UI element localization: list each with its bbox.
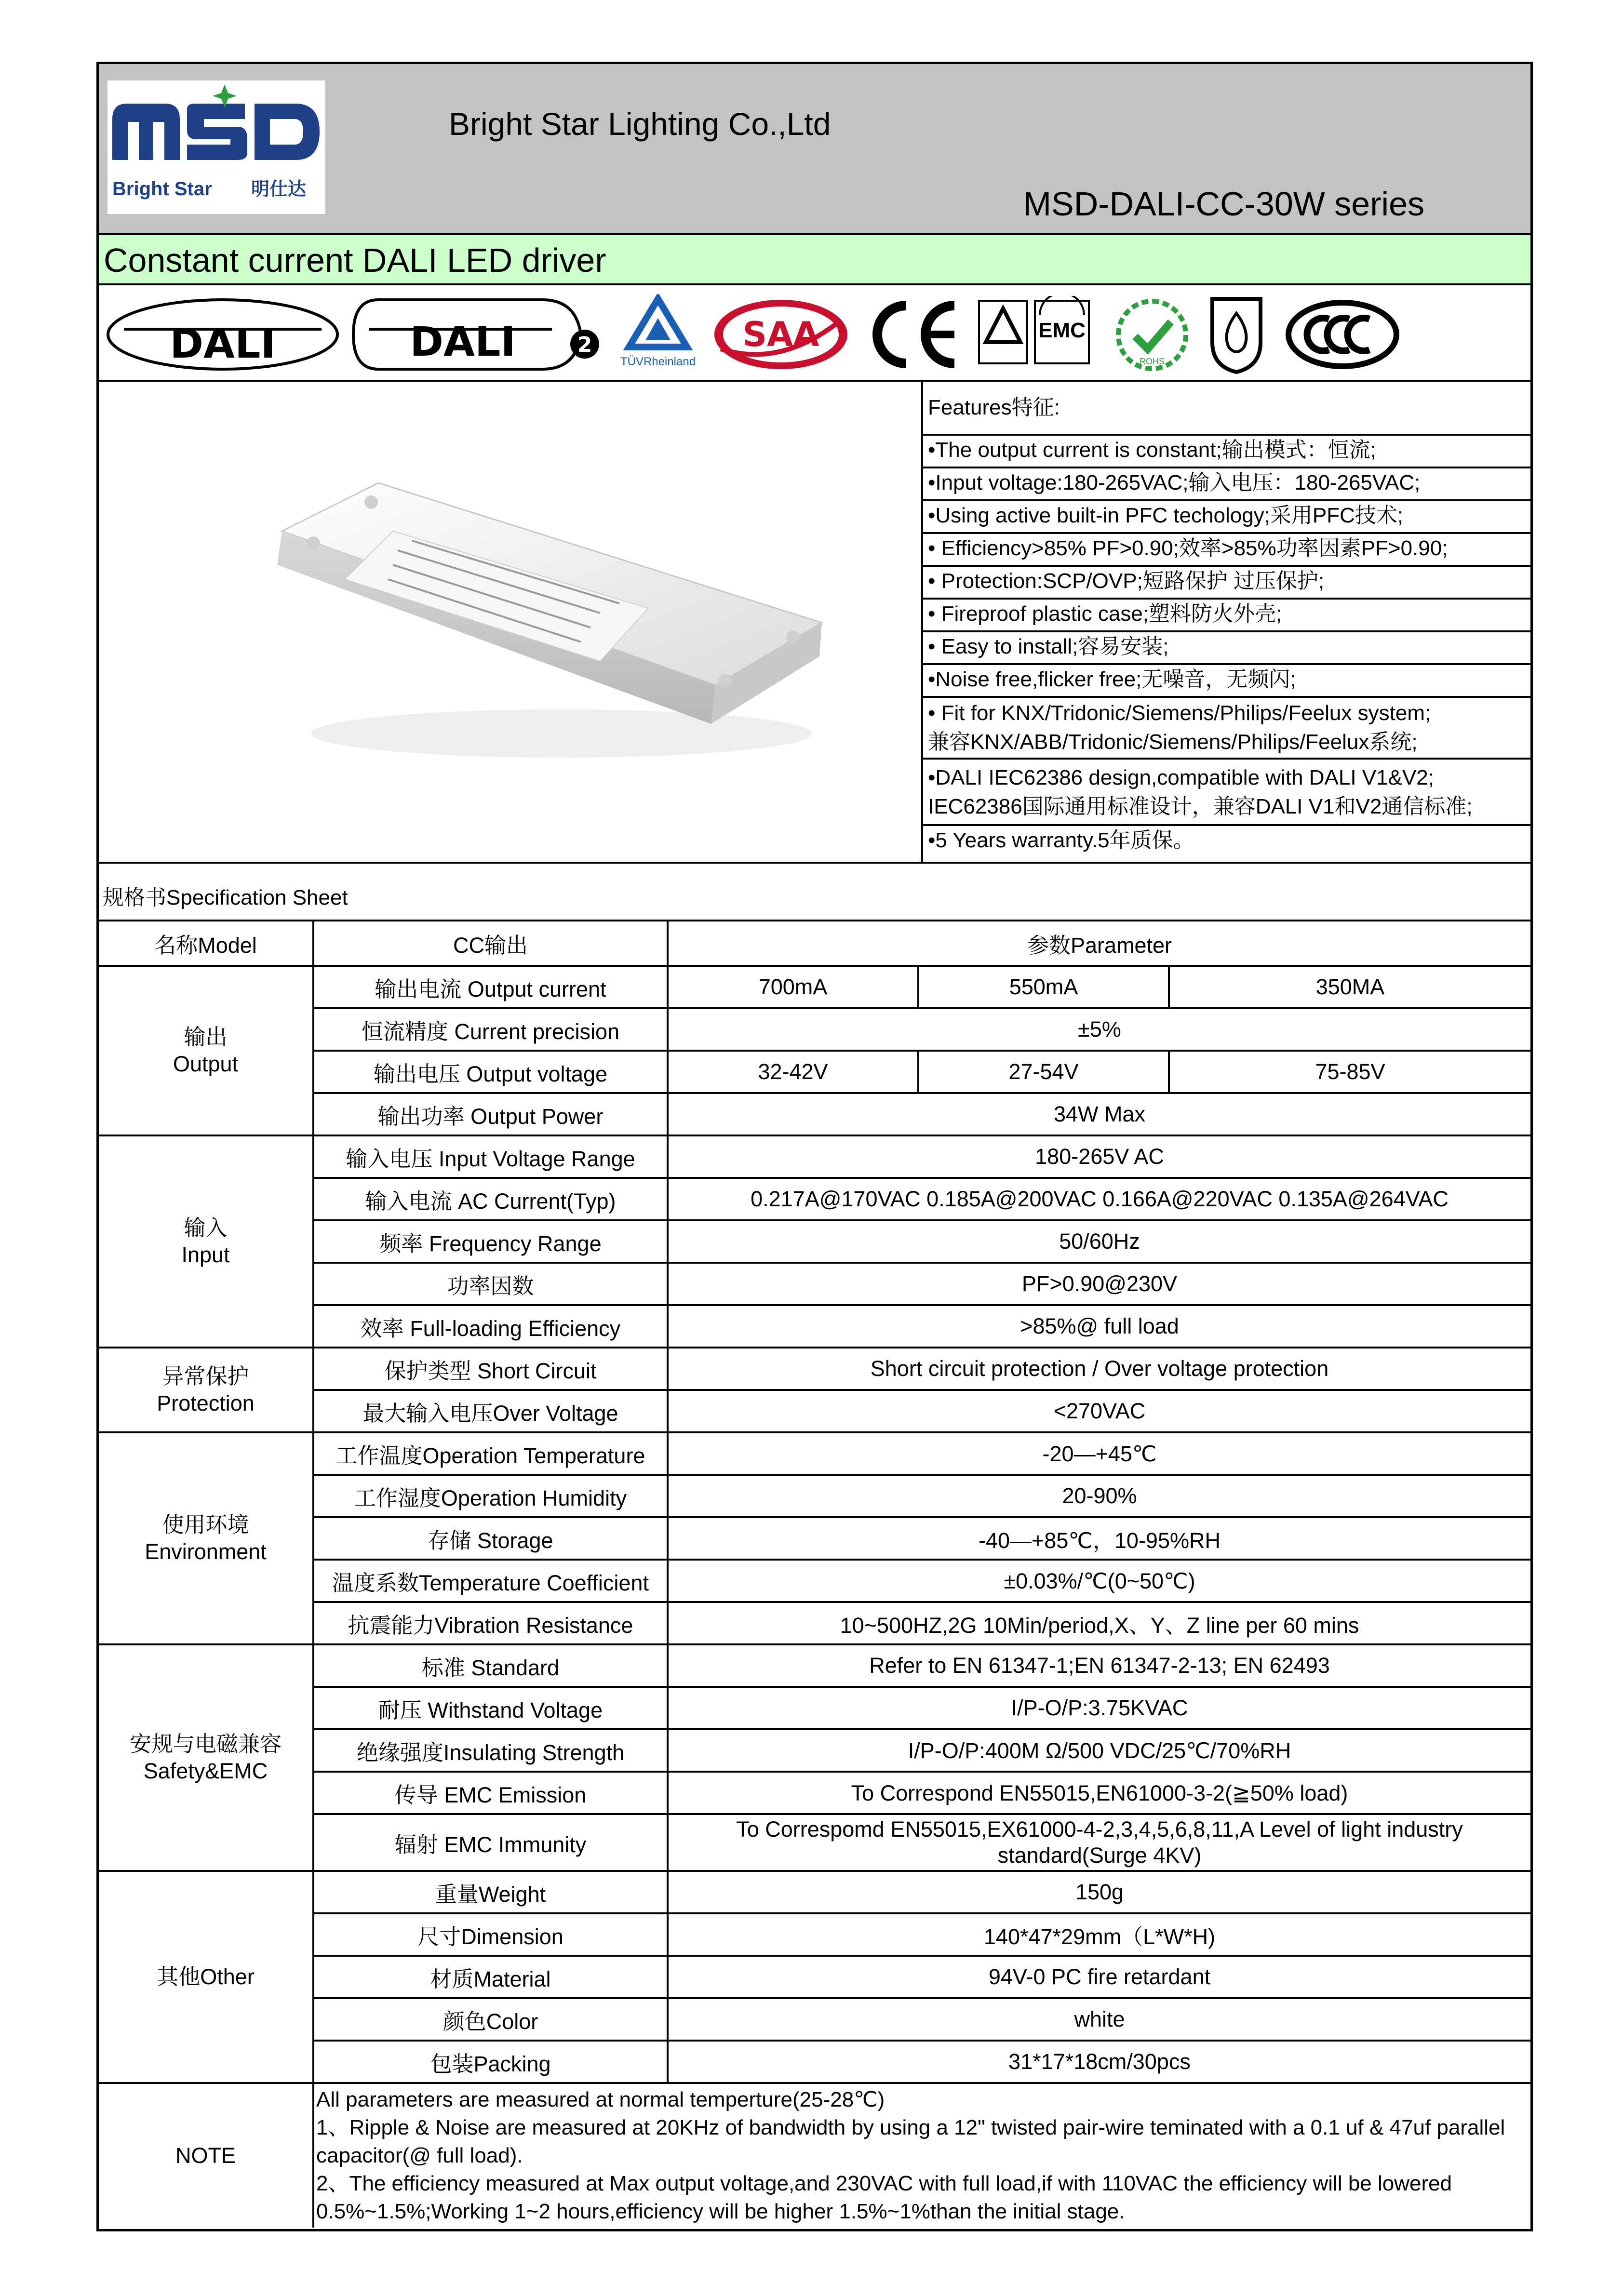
feature-item: •Input voltage:180-265VAC;输入电压：180-265VAC; [923,468,1533,501]
value-cell: 34W Max [668,1093,1530,1135]
table-row [99,1772,1530,1814]
spec-title: 规格书Specification Sheet [103,886,348,909]
group-output [99,966,313,1135]
value-cell: 20-90% [668,1475,1530,1517]
table-row [99,1093,1530,1135]
row-label: 颜色Color [313,1998,668,2041]
table-row [99,1135,1530,1178]
logo-brand: Bright Star [112,178,212,200]
feature-line: 兼容KNX/ABB/Tridonic/Siemens/Philips/Feelux系统; [928,730,1418,754]
value-cell: 94V-0 PC fire retardant [668,1956,1530,1998]
dali-logo-icon [105,296,341,373]
features-list [921,382,1533,862]
group-other: 其他Other [99,1871,313,2083]
table-row [99,966,1530,1008]
table-row [99,1178,1530,1220]
table-row [99,1051,1530,1093]
rohs-logo-icon [1111,294,1193,376]
note-line: All parameters are measured at normal temperture(25-28℃) [316,2088,885,2111]
value-cell: 350MA [1169,966,1530,1008]
table-row [99,1687,1530,1729]
table-row [99,1644,1530,1687]
company-logo [107,80,325,214]
row-label: 保护类型 Short Circuit [313,1348,668,1390]
table-row [99,1263,1530,1305]
row-label: 重量Weight [313,1871,668,1913]
table-row [99,1602,1530,1644]
msd-logo-icon [107,80,325,214]
value-cell: ±0.03%/℃(0~50℃) [668,1560,1530,1602]
row-label: 输入电流 AC Current(Typ) [313,1178,668,1220]
feature-item: • Efficiency>85% PF>0.90;效率>85%功率因素PF>0.90; [923,534,1533,567]
series-name: MSD-DALI-CC-30W series [1023,185,1424,223]
row-label: 输出电流 Output current [313,966,668,1008]
note-label: NOTE [99,2083,313,2228]
feature-line: • Fit for KNX/Tridonic/Siemens/Philips/Feelux system; [928,701,1431,725]
table-row [99,1871,1530,1913]
value-cell: Short circuit protection / Over voltage protection [668,1348,1530,1390]
certification-row [99,285,1530,382]
value-cell: PF>0.90@230V [668,1263,1530,1305]
row-label: 工作温度Operation Temperature [313,1432,668,1475]
group-label-cn: 输出 [184,1025,228,1049]
value-cell: 10~500HZ,2G 10Min/period,X、Y、Z line per 60 mins [668,1602,1530,1644]
row-label: 传导 EMC Emission [313,1772,668,1814]
feature-item: •Using active built-in PFC techology;采用PFC技术; [923,501,1533,534]
group-label-cn: 异常保护 [162,1364,249,1388]
spec-table [99,921,1530,2228]
table-row [99,1432,1530,1475]
feature-item: •The output current is constant;输出模式：恒流; [923,436,1533,468]
spec-title-band [99,864,1530,921]
row-label: 输出功率 Output Power [313,1093,668,1135]
group-label-en: Output [173,1052,239,1076]
group-label-en: Environment [145,1539,267,1564]
row-label: 材质Material [313,1956,668,1998]
value-cell: Refer to EN 61347-1;EN 61347-2-13; EN 62493 [668,1644,1530,1687]
feature-item: • Fireproof plastic case;塑料防火外壳; [923,600,1533,632]
row-label: 恒流精度 Current precision [313,1008,668,1051]
row-label: 输入电压 Input Voltage Range [313,1135,668,1178]
table-row [99,1305,1530,1348]
logo-cn: 明仕达 [251,178,307,200]
row-label: 辐射 EMC Immunity [313,1814,668,1871]
value-cell: 75-85V [1169,1051,1530,1093]
value-cell: 140*47*29mm（L*W*H) [668,1913,1530,1956]
svg-text:EMC: EMC [1038,319,1086,342]
group-label-en: Protection [157,1391,255,1415]
value-cell: >85%@ full load [668,1305,1530,1348]
row-label: 温度系数Temperature Coefficient [313,1560,668,1602]
row-label: 存储 Storage [313,1517,668,1560]
row-label: 功率因数 [313,1263,668,1305]
table-row [99,1913,1530,1956]
header-model: 名称Model [99,921,313,966]
group-label-cn: 输入 [184,1215,228,1240]
value-cell: To Correspomd EN55015,EX61000-4-2,3,4,5,6,8,11,A Level of light industry standard(Surge 4KV) [668,1814,1530,1871]
dali2-logo-icon [349,296,600,373]
saa-logo-icon [711,296,851,373]
feature-item-compatibility [923,698,1533,760]
group-label-en: Safety&EMC [143,1759,268,1783]
value-cell: 0.217A@170VAC 0.185A@200VAC 0.166A@220VAC 0.135A@264VAC [668,1178,1530,1220]
note-line: 2、The efficiency measured at Max output voltage,and 230VAC with full load,if with 110VAC the efficiency will be lowered 0.5%~1.5%;Working 1~2 hours,efficiency will be higher 1.5%~1%than the initial stage. [316,2172,1452,2223]
header [99,64,1530,235]
feature-line: •DALI IEC62386 design,compatible with DALI V1&V2; [928,766,1434,789]
row-label: 频率 Frequency Range [313,1220,668,1263]
value-cell: I/P-O/P:400M Ω/500 VDC/25℃/70%RH [668,1729,1530,1772]
table-row [99,1390,1530,1432]
feature-item-dali [923,760,1533,826]
feature-item: •Noise free,flicker free;无噪音，无频闪; [923,665,1533,698]
table-row [99,1814,1530,1871]
table-row [99,1008,1530,1051]
feature-line: IEC62386国际通用标准设计，兼容DALI V1和V2通信标准; [928,795,1473,818]
header-parameter: 参数Parameter [668,921,1530,966]
group-label-cn: 安规与电磁兼容 [129,1732,282,1756]
value-cell: To Correspond EN55015,EN61000-3-2(≧50% load) [668,1772,1530,1814]
svg-text:TÜVRheinland: TÜVRheinland [620,355,696,368]
value-cell: -40—+85℃，10-95%RH [668,1517,1530,1560]
table-row [99,1729,1530,1772]
value-cell: 550mA [918,966,1169,1008]
svg-text:2: 2 [577,333,592,357]
features-title: Features特征: [923,382,1533,436]
value-cell: 27-54V [918,1051,1169,1093]
table-row [99,2041,1530,2083]
svg-text:ROHS: ROHS [1139,357,1165,366]
value-cell: ±5% [668,1008,1530,1051]
emc-mark-icon [976,296,1092,373]
value-cell: white [668,1998,1530,2041]
header-cc: CC输出 [313,921,668,966]
table-row [99,1348,1530,1390]
value-cell: 32-42V [668,1051,918,1093]
row-label: 抗震能力Vibration Resistance [313,1602,668,1644]
row-label: 耐压 Withstand Voltage [313,1687,668,1729]
group-environment [99,1432,313,1644]
value-cell: <270VAC [668,1390,1530,1432]
value-cell: 700mA [668,966,918,1008]
value-cell: 31*17*18cm/30pcs [668,2041,1530,2083]
row-label: 最大输入电压Over Voltage [313,1390,668,1432]
features-band [99,382,1530,864]
feature-item: •5 Years warranty.5年质保。 [928,828,1194,852]
table-row [99,1220,1530,1263]
product-photo [253,435,836,772]
spec-sheet [96,62,1533,2231]
product-subtitle: Constant current DALI LED driver [104,241,606,279]
value-cell: 150g [668,1871,1530,1913]
group-label-cn: 使用环境 [162,1512,249,1537]
feature-item: • Easy to install;容易安装; [923,632,1533,665]
svg-text:DALI: DALI [410,318,516,365]
row-label: 效率 Full-loading Efficiency [313,1305,668,1348]
subtitle-band [99,235,1530,285]
table-row [99,1560,1530,1602]
svg-text:SAA: SAA [742,315,819,354]
row-label: 工作湿度Operation Humidity [313,1475,668,1517]
note-content [313,2083,1530,2228]
group-protection [99,1348,313,1432]
row-label: 绝缘强度Insulating Strength [313,1729,668,1772]
note-row [99,2083,1530,2228]
note-line: 1、Ripple & Noise are measured at 20KHz of bandwidth by using a 12" twisted pair-wire teminated with a 0.1 uf & 47uf parallel capacitor(@ full load). [316,2116,1505,2167]
table-row [99,1475,1530,1517]
row-label: 标准 Standard [313,1644,668,1687]
tuv-rheinland-logo-icon [615,294,701,374]
company-name: Bright Star Lighting Co.,Ltd [449,106,831,142]
table-row [99,1956,1530,1998]
row-label: 包装Packing [313,2041,668,2083]
group-input [99,1135,313,1348]
row-label: 输出电压 Output voltage [313,1051,668,1093]
value-cell: 50/60Hz [668,1220,1530,1263]
feature-item: • Protection:SCP/OVP;短路保护 过压保护; [923,567,1533,600]
value-cell: -20—+45℃ [668,1432,1530,1475]
table-row [99,1517,1530,1560]
svg-text:DALI: DALI [170,320,276,367]
table-header-row [99,921,1530,966]
ccc-mark-icon [1285,296,1400,373]
group-label-en: Input [181,1242,230,1267]
fireproof-mark-icon [1203,294,1270,376]
table-row [99,1998,1530,2041]
value-cell: I/P-O/P:3.75KVAC [668,1687,1530,1729]
group-safety-emc [99,1644,313,1871]
ce-mark-icon [865,296,962,373]
row-label: 尺寸Dimension [313,1913,668,1956]
value-cell: 180-265V AC [668,1135,1530,1178]
